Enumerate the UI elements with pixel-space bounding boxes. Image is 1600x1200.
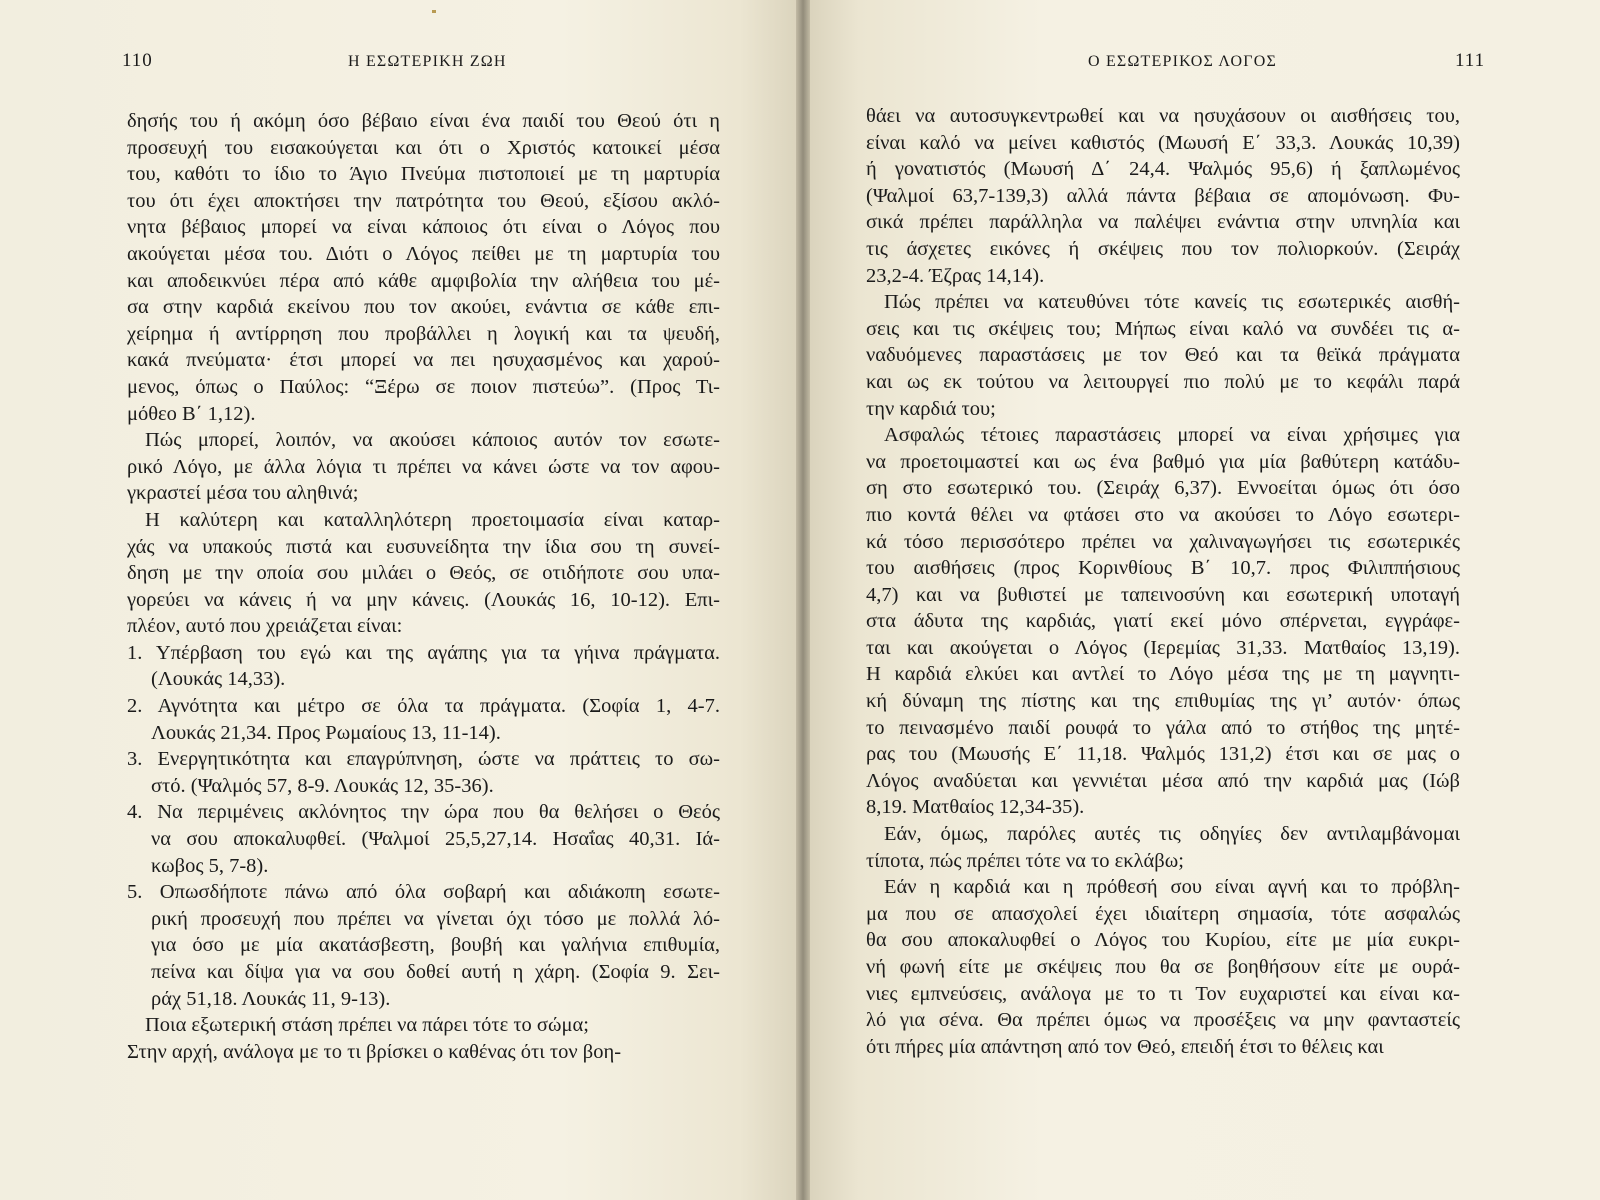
text-line: 1. Υπέρβαση του εγώ και της αγάπης για τα γήινα πράγματα. [127, 641, 720, 664]
book-gutter [796, 0, 810, 1200]
text-line: χείρημα ή αντίρρηση που προβάλλει η λογική και τα ψευδή, [127, 322, 720, 345]
text-line: κωβος 5, 7-8). [151, 854, 269, 877]
running-head: Η ΕΣΩΤΕΡΙΚΗ ΖΩΗ [348, 53, 507, 70]
text-line: μα που σε απασχολεί έχει ιδιαίτερη σημασία, τότε ασφαλώς [866, 902, 1460, 925]
text-line: ρικό Λόγο, με άλλα λόγια τι πρέπει να κάνει ώστε να τον αφου- [127, 455, 720, 478]
text-line: Η καρδιά ελκύει και αντλεί το Λόγο μέσα της με τη μαγνητι- [866, 663, 1460, 686]
text-line: νιες εμπνεύσεις, ανάλογα με το τι Τον ευχαριστεί και είναι κα- [866, 982, 1460, 1005]
text-line: 2. Αγνότητα και μέτρο σε όλα τα πράγματα. (Σοφία 1, 4-7. [127, 695, 720, 718]
text-line: ράχ 51,18. Λουκάς 11, 9-13). [151, 987, 391, 1010]
text-line: να σου αποκαλυφθεί. (Ψαλμοί 25,5,27,14. Ησαΐας 40,31. Ιά- [151, 828, 720, 851]
text-line: 4,7) και να βυθιστεί με ταπεινοσύνη και εσωτερική υποταγή [866, 583, 1460, 606]
page-number: 110 [122, 50, 153, 71]
text-line: πλέον, αυτό που χρειάζεται είναι: [127, 615, 403, 638]
page-body-text [127, 108, 720, 1065]
text-line: του, καθότι το ίδιο το Άγιο Πνεύμα πιστοποιεί με τη μαρτυρία [127, 163, 720, 186]
running-head: Ο ΕΣΩΤΕΡΙΚΟΣ ΛΟΓΟΣ [1088, 53, 1277, 70]
text-line: Ποια εξωτερική στάση πρέπει να πάρει τότε το σώμα; [145, 1014, 589, 1037]
text-line: σικά πρέπει παράλληλα να παλέψει ενάντια στην υπνηλία και [866, 211, 1460, 234]
text-line: πιο κοντά θέλει να φτάσει στο να ακούσει το Λόγο εσωτερι- [866, 503, 1460, 526]
text-line: 8,19. Ματθαίος 12,34-35). [866, 796, 1085, 819]
text-line: πείνα και δίψα για να σου δοθεί αυτή η χάρη. (Σοφία 9. Σει- [151, 961, 720, 983]
text-line: λό για σένα. Θα πρέπει όμως να προσέξεις να μην φανταστείς [866, 1009, 1460, 1032]
text-line: ακούγεται μέσα του. Διότι ο Λόγος πείθει με τη μαρτυρία του [127, 242, 720, 265]
text-line: είναι καλό να μείνει καθιστός (Μωυσή Ε΄ 33,3. Λουκάς 10,39) [866, 131, 1460, 154]
text-line: του ότι έχει αποκτήσει την πατρότητα του Θεού, εξίσου ακλό- [127, 189, 720, 212]
text-line: για όσο με μία ακατάσβεστη, βουβή και γαλήνια επιθυμία, [151, 934, 720, 957]
text-line: και αποδεικνύει πέρα από κάθε αμφιβολία την αλήθεια του μέ- [127, 269, 720, 292]
text-line: τις άσχετες εικόνες ή σκέψεις που τον πολιορκούν. (Σειράχ [866, 237, 1460, 260]
text-line: Πώς μπορεί, λοιπόν, να ακούσει κάποιος αυτόν τον εσωτε- [145, 429, 720, 452]
text-line: Η καλύτερη και καταλληλότερη προετοιμασία είναι καταρ- [145, 508, 720, 531]
ink-speck [432, 10, 436, 13]
text-line: κά τόσο περισσότερο πρέπει να χαλιναγωγήσει τις εσωτερικές [866, 530, 1460, 553]
text-line: το πεινασμένο παιδί ρουφά το γάλα από το στήθος της μητέ- [866, 716, 1460, 739]
text-line: νητα βέβαιος μπορεί να είναι κάποιος ότι είναι ο Λόγος που [127, 216, 720, 239]
text-line: και ως εκ τούτου να λειτουργεί πιο πολύ με το κεφάλι παρά [866, 370, 1460, 393]
text-line: μενος, όπως ο Παύλος: “Ξέρω σε ποιον πιστεύω”. (Προς Τι- [127, 375, 720, 398]
page-body-text [866, 103, 1460, 1060]
text-line: γκραστεί μέσα του αληθινά; [127, 482, 359, 505]
text-line: να προετοιμαστεί και ως ένα βαθμό για μία βαθύτερη κατάδυ- [866, 450, 1460, 473]
text-line: χάς να υπακούς πιστά και ευσυνείδητα την ίδια σου τη συνεί- [127, 535, 720, 558]
text-line: Ασφαλώς τέτοιες παραστάσεις μπορεί να είναι χρήσιμες για [884, 424, 1460, 447]
text-line: κακά πνεύματα· έτσι μπορεί να πει ησυχασμένος και χαρού- [127, 349, 720, 372]
text-line: Λουκάς 21,34. Προς Ρωμαίους 13, 11-14). [151, 721, 501, 744]
text-line: ότι πήρες μία απάντηση από τον Θεό, επειδή έτσι το θέλεις και [866, 1035, 1384, 1058]
text-line: Πώς πρέπει να κατευθύνει τότε κανείς τις εσωτερικές αισθή- [884, 291, 1460, 314]
text-line: ρας του (Μωυσής Ε΄ 11,18. Ψαλμός 131,2) έτσι και σε μας ο [866, 743, 1460, 766]
text-line: θα σου αποκαλυφθεί ο Λόγος του Κυρίου, είτε με μία ευκρι- [866, 929, 1460, 952]
text-line: στα άδυτα της καρδιάς, γιατί εκεί μόνο σπέρνεται, εγγράφε- [866, 610, 1460, 633]
text-line: Λόγος αναδύεται και γεννιέται μέσα από την καρδιά μας (Ιώβ [866, 769, 1460, 792]
text-line: μόθεο Β΄ 1,12). [127, 402, 256, 425]
text-line: (Ψαλμοί 63,7-139,3) αλλά πάντα βέβαια σε απομόνωση. Φυ- [866, 184, 1460, 207]
text-line: νή φωνή είτε με σκέψεις που θα σε βοηθήσουν είτε με ουρά- [866, 956, 1460, 978]
text-line: Εάν, όμως, παρόλες αυτές τις οδηγίες δεν αντιλαμβάνομαι [884, 823, 1460, 846]
text-line: προσευχή του εισακούγεται και ότι ο Χριστός κατοικεί μέσα [127, 136, 720, 159]
text-line: 5. Οπωσδήποτε πάνω από όλα σοβαρή και αδιάκοπη εσωτε- [127, 881, 720, 904]
text-line: κή δύναμη της πίστης και της επιθυμίας της γι’ αυτόν· όπως [866, 690, 1460, 713]
text-line: την καρδιά του; [866, 397, 996, 420]
text-line: 4. Να περιμένεις ακλόνητος την ώρα που θα θελήσει ο Θεός [127, 801, 720, 824]
right-page [803, 0, 1600, 1200]
text-line: σα στην καρδιά εκείνου που τον ακούει, ενάντια σε κάθε επι- [127, 296, 720, 319]
text-line: ναδυόμενες παραστάσεις με τον Θεό και τα θεϊκά πράγματα [866, 344, 1460, 367]
text-line: Εάν η καρδιά και η πρόθεσή σου είναι αγνή και το πρόβλη- [884, 876, 1460, 899]
text-line: ται και ακούγεται ο Λόγος (Ιερεμίας 31,33. Ματθαίος 13,19). [866, 636, 1460, 659]
text-line: γορεύει να κάνεις ή να μην κάνεις. (Λουκάς 16, 10-12). Επι- [127, 588, 720, 611]
text-line: Στην αρχή, ανάλογα με το τι βρίσκει ο καθένας ότι τον βοη- [127, 1040, 622, 1063]
text-line: τίποτα, πώς πρέπει τότε να το εκλάβω; [866, 849, 1184, 872]
text-line: του αισθήσεις (προς Κορινθίους Β΄ 10,7. προς Φιλιππήσιους [866, 557, 1460, 580]
text-line: 3. Ενεργητικότητα και επαγρύπνηση, ώστε να πράττεις το σω- [127, 748, 720, 771]
text-line: δηση με την οποία σου μιλάει ο Θεός, σε οτιδήποτε σου υπα- [127, 562, 720, 585]
text-line: ή γονατιστός (Μωυσή Δ΄ 24,4. Ψαλμός 95,6) ή ξαπλωμένος [866, 158, 1460, 181]
page-number: 111 [1455, 50, 1486, 71]
text-line: ση στο εσωτερικό του. (Σειράχ 6,37). Εννοείται όμως ότι όσο [866, 477, 1460, 500]
text-line: σεις και τις σκέψεις του; Μήπως είναι καλό να συνδέει τις α- [866, 317, 1460, 340]
text-line: θάει να αυτοσυγκεντρωθεί και να ησυχάσουν οι αισθήσεις του, [866, 105, 1460, 127]
text-line: 23,2-4. Έζρας 14,14). [866, 264, 1045, 287]
text-line: ρική προσευχή που πρέπει να γίνεται όχι τόσο με πολλά λό- [151, 907, 720, 930]
text-line: στό. (Ψαλμός 57, 8-9. Λουκάς 12, 35-36). [151, 774, 494, 797]
text-line: δησής του ή ακόμη όσο βέβαιο είναι ένα παιδί του Θεού ότι η [127, 110, 720, 132]
text-line: (Λουκάς 14,33). [151, 668, 286, 691]
